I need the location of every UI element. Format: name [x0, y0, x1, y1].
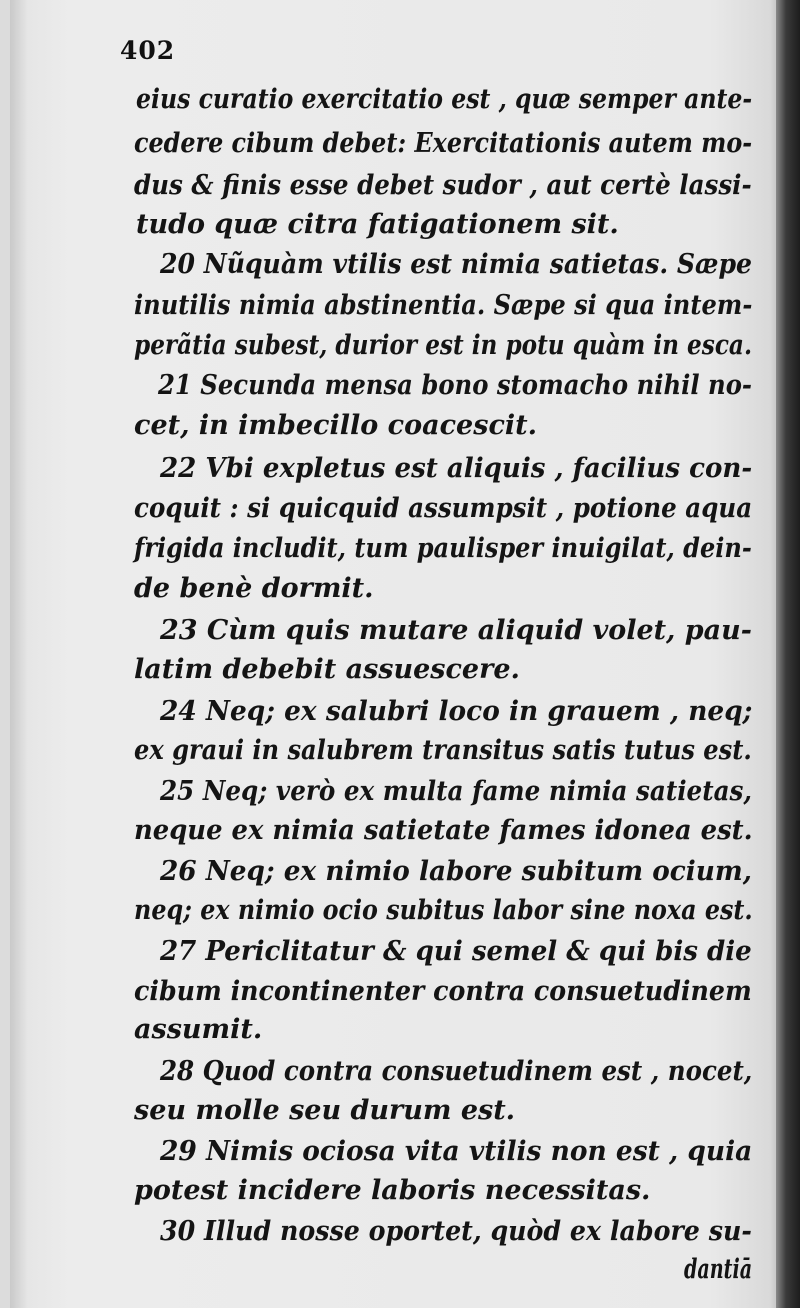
- text-line-25: 28 Quod contra consuetudinem est , nocet,: [160, 1056, 753, 1087]
- text-line-26: seu molle seu durum est.: [134, 1095, 516, 1126]
- text-line-5: 20 Nũquàm vtilis est nimia satietas. Sæpe: [160, 249, 753, 280]
- text-line-23: cibum incontinenter contra consuetudinem: [134, 976, 752, 1007]
- text-line-16: 24 Neq; ex salubri loco in grauem , neq;: [160, 696, 753, 727]
- text-line-24: assumit.: [134, 1014, 263, 1045]
- text-line-4: tudo quæ citra fatigationem sit.: [136, 209, 619, 240]
- text-line-6: inutilis nimia abstinentia. Sæpe si qua intem-: [134, 290, 753, 321]
- text-line-11: coquit : si quicquid assumpsit , potione aqua: [134, 493, 753, 524]
- text-line-10: 22 Vbi expletus est aliquis , facilius con-: [160, 453, 753, 484]
- text-line-28: potest incidere laboris necessitas.: [134, 1175, 651, 1206]
- text-line-9: cet, in imbecillo coacescit.: [134, 410, 538, 441]
- text-line-21: neq; ex nimio ocio subitus labor sine noxa est.: [134, 895, 753, 926]
- page-number: 402: [120, 36, 176, 65]
- text-line-29: 30 Illud nosse oportet, quòd ex labore su-: [160, 1216, 752, 1247]
- text-line-13: de benè dormit.: [134, 573, 374, 604]
- text-line-19: neque ex nimia satietate fames idonea est.: [134, 815, 753, 846]
- text-line-27: 29 Nimis ociosa vita vtilis non est , quia: [160, 1136, 753, 1167]
- text-line-18: 25 Neq; verò ex multa fame nimia satietas,: [160, 776, 752, 807]
- text-line-15: latim debebit assuescere.: [134, 654, 520, 685]
- text-line-20: 26 Neq; ex nimio labore subitum ocium,: [160, 856, 752, 887]
- text-line-22: 27 Periclitatur & qui semel & qui bis die: [160, 936, 752, 967]
- text-line-7: perãtia subest, durior est in potu quàm in esca.: [134, 330, 753, 361]
- text-line-17: ex graui in salubrem transitus satis tutus est.: [134, 735, 752, 766]
- text-line-2: cedere cibum debet: Exercitationis autem mo-: [134, 128, 753, 159]
- text-line-8: 21 Secunda mensa bono stomacho nihil no-: [158, 370, 753, 401]
- text-line-3: dus & finis esse debet sudor , aut certè lassi-: [134, 170, 752, 201]
- book-spine-shadow: [776, 0, 800, 1308]
- text-line-12: frigida includit, tum paulisper inuigilat, dein-: [134, 533, 752, 564]
- text-line-1: eius curatio exercitatio est , quæ semper ante-: [136, 84, 753, 115]
- text-line-14: 23 Cùm quis mutare aliquid volet, pau-: [160, 615, 752, 646]
- text-line-30: dantiā: [684, 1254, 753, 1285]
